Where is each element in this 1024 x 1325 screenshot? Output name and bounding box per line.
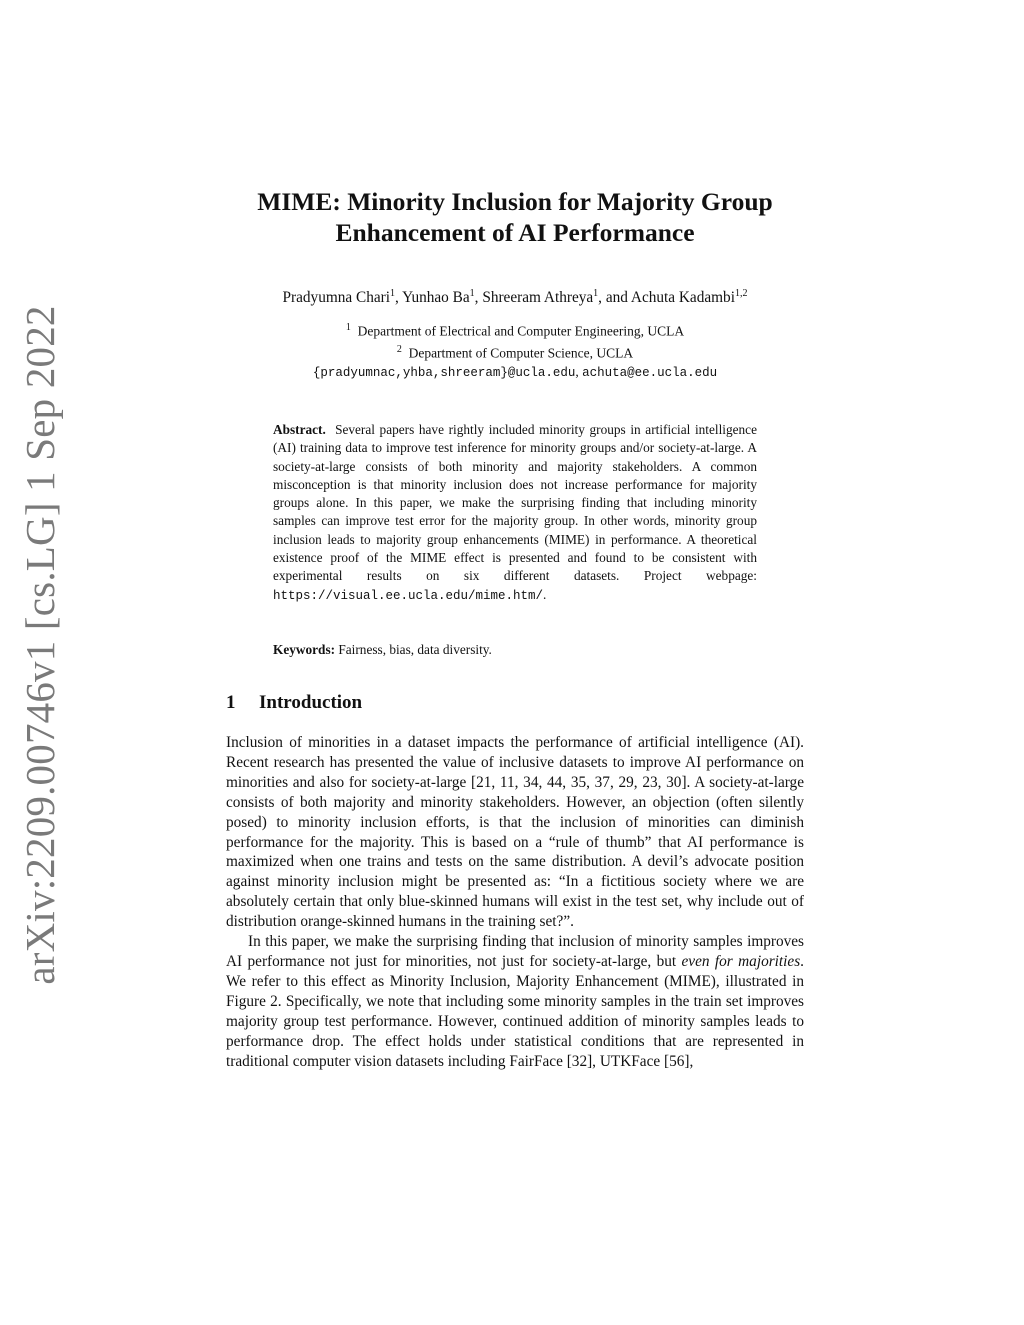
affiliation-line xyxy=(200,319,830,341)
email-line xyxy=(200,363,830,383)
affiliation-text: Department of Electrical and Computer Engineering, UCLA xyxy=(357,323,685,339)
abstract xyxy=(273,421,757,605)
author-list xyxy=(200,284,830,308)
paragraph xyxy=(226,932,804,1071)
author-name: Yunhao Ba xyxy=(402,289,470,307)
author-separator: , xyxy=(395,289,403,307)
emphasis-text: even for majorities xyxy=(681,952,801,970)
email-group[interactable]: {pradyumnac,yhba,shreeram}@ucla.edu xyxy=(312,366,576,380)
keywords-text: Fairness, bias, data diversity. xyxy=(338,642,492,657)
email-separator: , xyxy=(575,364,583,379)
abstract-label: Abstract. xyxy=(273,422,326,437)
paper-title: MIME: Minority Inclusion for Majority Group Enhancement of AI Performance xyxy=(257,187,773,247)
paragraph: Inclusion of minorities in a dataset impacts the performance of artificial intelligence (AI). Recent research has presented the value of inclusive datasets to improve AI performance on minorities and also for society-at-large [21, 11, 34, 44, 35, 37, 29, 23, 30]. A society-at-large consists of both majority and minority stakeholders. However, an objection (often silently posed) to minority inclusion efforts, is that the inclusion of minorities can diminish performance for the majority. This is based on a “rule of thumb” that AI performance is maximized when one trains and tests on the same distribution. A devil’s advocate position against minority inclusion might be presented as: “In a fictitious society where we are absolutely certain that only blue-skinned humans will exist in the test set, why include out of distribution orange-skinned humans in the training set?”. xyxy=(226,734,804,931)
author-affiliation-mark: 1 xyxy=(593,288,599,299)
section-number: 1 xyxy=(226,692,236,713)
author-affiliation-mark: 1 xyxy=(390,288,395,299)
affiliation-mark: 2 xyxy=(396,344,402,355)
author-affiliation-mark: 1,2 xyxy=(734,288,748,299)
section-heading xyxy=(226,690,362,716)
affiliation-line xyxy=(200,341,830,363)
author-name: Achuta Kadambi xyxy=(630,289,735,307)
affiliation-text: Department of Computer Science, UCLA xyxy=(408,345,634,361)
keywords xyxy=(273,641,757,659)
arxiv-identifier-text: arXiv:2209.00746v1 [cs.LG] 1 Sep 2022 xyxy=(17,305,63,985)
author-separator: , xyxy=(474,289,483,307)
paragraph-text: . We refer to this effect as Minority Inclusion, Majority Enhancement (MIME), illustrated in Figure 2. Specifically, we note that including some minority samples in the train set improves majority group test performance. However, continued addition of minority samples leads to performance drop. The effect holds under statistical conditions that are represented in traditional computer vision datasets including FairFace [32], UTKFace [56], xyxy=(226,952,804,1070)
author-separator: , and xyxy=(598,289,631,307)
section-title: Introduction xyxy=(259,692,363,713)
body-text xyxy=(226,733,804,1071)
affiliations xyxy=(200,319,830,383)
abstract-end: . xyxy=(543,586,547,602)
project-url-link[interactable]: https://visual.ee.ucla.edu/mime.htm/ xyxy=(273,588,544,603)
paragraph-text: In this paper, we make the surprising finding that inclusion of minority samples improves AI performance not just for minorities, not just for society-at-large, but xyxy=(226,933,804,970)
author-affiliation-mark: 1 xyxy=(469,288,475,299)
affiliation-mark: 1 xyxy=(345,322,351,333)
keywords-label: Keywords: xyxy=(273,642,336,657)
email-single[interactable]: achuta@ee.ucla.edu xyxy=(582,366,718,380)
author-name: Pradyumna Chari xyxy=(282,289,390,307)
author-name: Shreeram Athreya xyxy=(482,289,594,307)
abstract-text: Several papers have rightly included minority groups in artificial intelligence (AI) training data to improve test inference for minority groups and/or society-at-large. A society-at-large consists of both minority and majority stakeholders. A common misconception is that minority inclusion does not increase performance for majority groups alone. In this paper, we make the surprising finding that including minority samples can improve test error for the majority group. In other words, minority group inclusion leads to majority group enhancements (MIME) in performance. A theoretical existence proof of the MIME effect is presented and found to be consistent with experimental results on six different datasets. Project webpage: xyxy=(273,422,757,584)
